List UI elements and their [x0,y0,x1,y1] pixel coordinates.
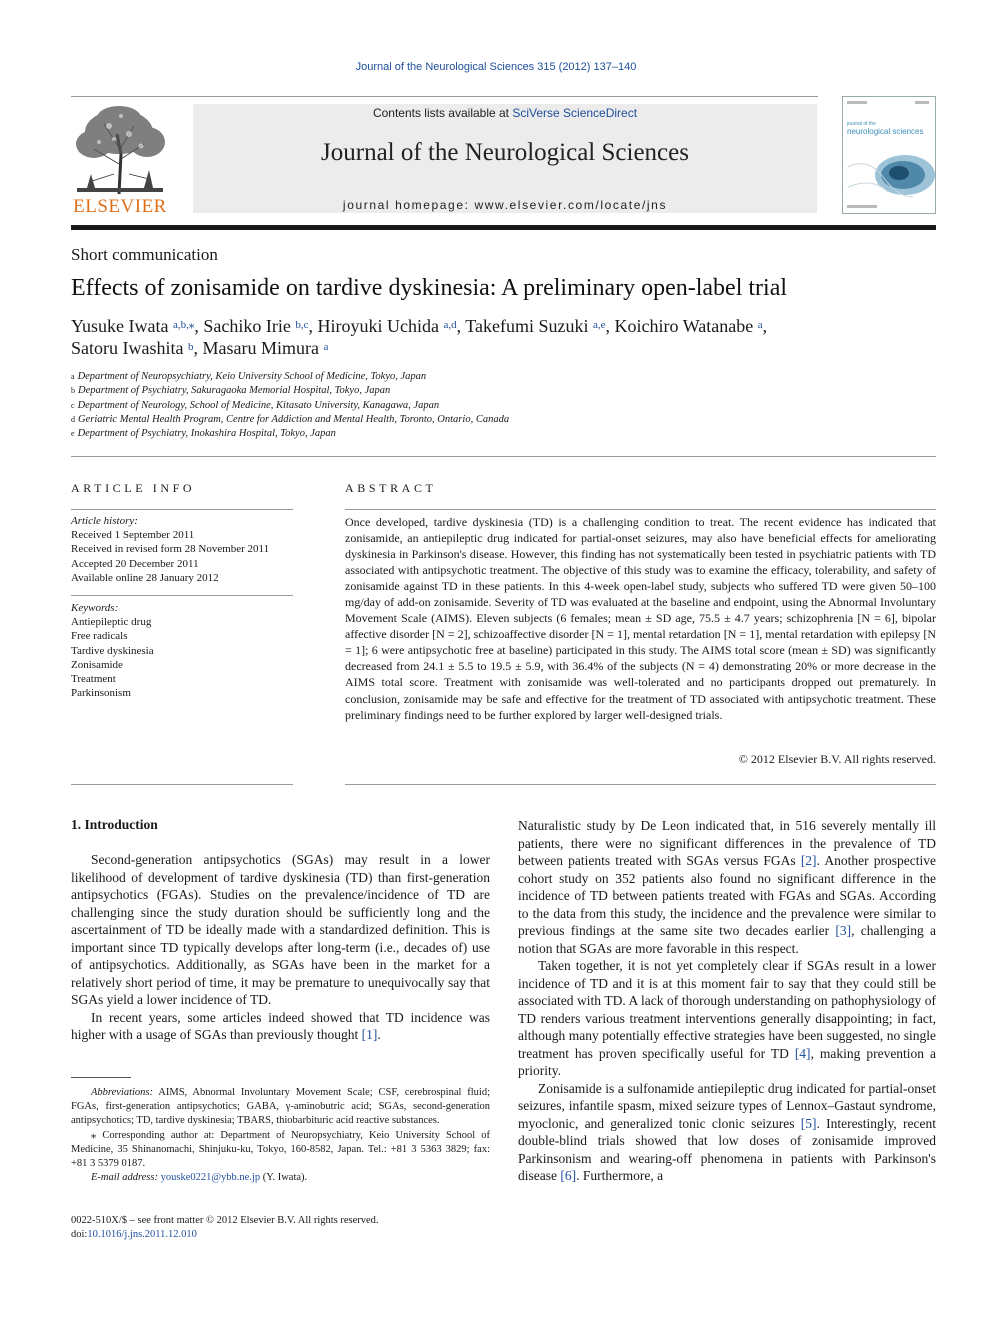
affiliation-list [71,370,931,441]
author-affil-link[interactable]: b [187,341,194,353]
author-affil-link[interactable]: a [323,341,329,353]
keywords-label: Keywords: [71,602,119,614]
abstract-rule [345,509,936,510]
author: Masaru Mimura $^a$ [202,338,329,358]
corresponding-footnote: ⁎ Corresponding author at: Department of Neuropsychiatry, Keio University School of Medicine, 35 Shinanomachi, Shinjuku-ku, Tokyo, 160-8582, Japan. Tel.: +81 3 5363 3829; fax: +81 3 5379 0187. [71,1129,490,1170]
article-title: Effects of zonisamide on tardive dyskinesia: A preliminary open-label trial [71,275,788,301]
author-affil-link[interactable]: a,e [593,319,606,331]
keyword: Tardive dyskinesia [71,644,154,657]
contents-line [193,106,817,120]
header-thick-rule [71,225,936,230]
author: Sachiko Irie $^{b,c}$, [203,316,318,336]
bottom-info [71,1214,379,1242]
author-affil-link[interactable]: a,d [443,319,457,331]
article-info-heading: ARTICLE INFO [71,481,196,495]
email-footnote: E-mail address: youske0221@ybb.ne.jp (Y. Iwata). [91,1172,308,1184]
header-rule [71,96,818,97]
journal-cover [842,96,936,214]
body-column-left [71,851,490,1044]
keyword: Antiepileptic drug [71,616,152,629]
cover-small-title: journal of the [847,121,876,127]
affiliation: $^a$ Department of Neuropsychiatry, Keio University School of Medicine, Tokyo, Japan [71,371,427,382]
keywords-rule [71,595,293,596]
keywords [71,601,154,700]
citation-link[interactable]: [6] [560,1168,577,1183]
affiliation: $^c$ Department of Neurology, School of Medicine, Kitasato University, Kanagawa, Japan [71,399,440,411]
author: Satoru Iwashita $^b$, [71,338,203,358]
keyword: Free radicals [71,630,128,643]
keyword: Treatment [71,673,116,686]
body-paragraph: Zonisamide is a sulfonamide antiepileptic drug indicated for partial-onset seizures, infantile spasm, mixed seizure types of Lennox–Gastaut syndrome, myoclonic, and generalized tonic clonic seizures [5]. Interestingly, recent double-blind trials showed that low doses of zonisamide improved Parkinsonism and wearing-off phenomena in patients with Parkinson's disease [6]. Furthermore, a [518,1080,936,1183]
citation-link[interactable]: [3] [835,923,852,938]
contents-prefix: Contents lists available at [372,106,513,120]
history-label: Article history: [71,515,138,527]
author: Takefumi Suzuki $^{a,e}$, [465,316,615,336]
citation-link[interactable]: [4] [794,1045,811,1061]
citation-link[interactable]: [1] [361,1027,378,1042]
footnote-rule [71,1077,131,1078]
author-affil-link[interactable]: b,c [295,319,309,331]
article-info-bottom-rule [71,784,293,785]
author: Hiroyuki Uchida $^{a,d}$, [317,316,466,336]
article-history [71,514,269,585]
citation-link[interactable]: [5] [800,1115,817,1131]
history-item: Accepted 20 December 2011 [71,557,199,570]
abbreviations-footnote: Abbreviations: AIMS, Abnormal Involuntary Movement Scale; CSF, cerebrospinal fluid; FGAs, first-generation antipsychotics; GABA, γ-aminobutric acid; SGAs, second-generation antipsychotics; TD, tardive dyskinesia; TBARS, thiobarbituric acid reactive substances. [71,1087,490,1127]
journal-homepage[interactable]: journal homepage: www.elsevier.com/locate/jns [342,198,668,212]
elsevier-wordmark: ELSEVIER [73,196,167,217]
body-column-right [518,817,936,1185]
author: Koichiro Watanabe $^a$, [614,316,768,336]
cover-brain-icon [843,147,936,213]
body-paragraph: In recent years, some articles indeed showed that TD incidence was higher with a usage of SGAs than previously thought [1]. [71,1009,490,1042]
doi-line: doi:10.1016/j.jns.2011.12.010 [71,1229,197,1241]
title-separator [71,456,936,457]
author-list [71,315,931,359]
abstract-bottom-rule [345,784,936,785]
cover-title: neurological sciences [847,127,924,136]
body-paragraph: Second-generation antipsychotics (SGAs) may result in a lower likelihood of development of tardive dyskinesia (TD) than first-generation antipsychotics (FGAs). Studies on the prevalence/incidence of TD are challenging since the study duration should be sufficiently long and the ascertainment of TD be ideally made with a standardized definition. This is important since TD typically develops after long-term (i.e., decades of) use of antipsychotics. Additionally, as SGAs have been in the market for a relatively short period of time, it may be premature to unequivocally say that SGAs yield a lower incidence of TD. [71,852,490,1007]
abstract-text: Once developed, tardive dyskinesia (TD) is a challenging condition to treat. The recent evidence has indicated that zonisamide, an antiepileptic drug indicated for partial-onset seizures, may also have beneficial effects for ameliorating dyskinesia in Parkinson's disease. However, this finding has not systematically been tested in psychiatric patients with TD associated with antipsychotic treatment. The objective of this study was to examine the efficacy, tolerability, and safety of zonisamide against TD in these patients. In this 4-week open-label study, subjects who suffered TD were given 50–100 mg/day of add-on zonisamide. Severity of TD was evaluated at the baseline and endpoint, using the Abnormal Involuntary Movement Scale (AIMS). Eleven subjects (6 females; mean ± SD age, 75.5 ± 4.7 years; schizophrenia [N = 6], bipolar affective disorder [N = 2], schizoaffective disorder [N = 1], mental retardation [N = 1], mental retardation with epilepsy [N = 1]; 6 were antipsychotic free at baseline) participated in this study. The AIMS total score (mean ± SD) was significantly decreased from 24.1 ± 5.5 to 19.5 ± 5.9, with 36.4% of the subjects (N = 4) demonstrating 20% or more decrease in the AIMS total score. Treatment with zonisamide was well-tolerated and no participants dropped out prematurely. In conclusion, zonisamide may be safe and effective for the treatment of TD associated with antipsychotic treatment. These preliminary findings need to be further explored by larger well-designed trials. [345,515,936,722]
history-item: Received 1 September 2011 [71,529,195,542]
affiliation: $^e$ Department of Psychiatry, Inokashira Hospital, Tokyo, Japan [71,428,336,440]
section-heading: 1. Introduction [71,817,158,832]
footnotes [71,1086,490,1185]
body-paragraph: Taken together, it is not yet completely clear if SGAs result in a lower incidence of TD and it is at this moment fair to say that they could still be associated with TD. A lack of thorough understanding on pathophysiology of TD renders various treatment interventions generally disappointing; in fact, although many potentially effective strategies have been suggested, no single treatment has proven specifically useful for TD [4], making prevention a priority. [518,958,936,1078]
abstract-heading: ABSTRACT [345,481,437,495]
article-info-rule [71,509,293,510]
journal-citation[interactable]: Journal of the Neurological Sciences 315 (2012) 137–140 [355,61,637,73]
history-item: Available online 28 January 2012 [71,571,219,584]
doi-link[interactable]: 10.1016/j.jns.2011.12.010 [87,1229,197,1241]
article-type: Short communication [71,245,218,264]
sciencedirect-link[interactable]: SciVerse ScienceDirect [512,106,638,120]
affiliation: $^b$ Department of Psychiatry, Sakuragaoka Memorial Hospital, Tokyo, Japan [71,385,391,397]
issn-line: 0022-510X/$ – see front matter © 2012 Elsevier B.V. All rights reserved. [71,1215,379,1226]
author-affil-link[interactable]: a,b,⁎ [172,319,195,331]
citation-link[interactable]: [2] [800,853,817,868]
keyword: Zonisamide [71,658,123,671]
journal-title: Journal of the Neurological Sciences [321,139,689,166]
author-affil-link[interactable]: a [757,319,763,331]
history-item: Received in revised form 28 November 2011 [71,543,270,556]
keyword: Parkinsonism [71,687,131,700]
author: Yusuke Iwata $^{a,b,⁎}$, [71,316,204,336]
body-paragraph: Naturalistic study by De Leon indicated that, in 516 severely mentally ill patients, there were no significant differences in the prevalence of TD between patients treated with SGAs versus FGAs [2]. Another prospective cohort study on 352 patients also found no significant difference in the incidence of TD between patients treated with FGAs and SGAs. According to the data from this study, the incidence and the prevalence were similar to previous findings at the same site two decades earlier [3], challenging a notion that SGAs are more favorable in this respect. [518,818,936,956]
email-link[interactable]: youske0221@ybb.ne.jp [160,1172,261,1184]
affiliation: $^d$ Geriatric Mental Health Program, Centre for Addiction and Mental Health, Toronto, Ontario, Canada [71,413,510,425]
abstract-copyright: © 2012 Elsevier B.V. All rights reserved. [738,752,936,766]
